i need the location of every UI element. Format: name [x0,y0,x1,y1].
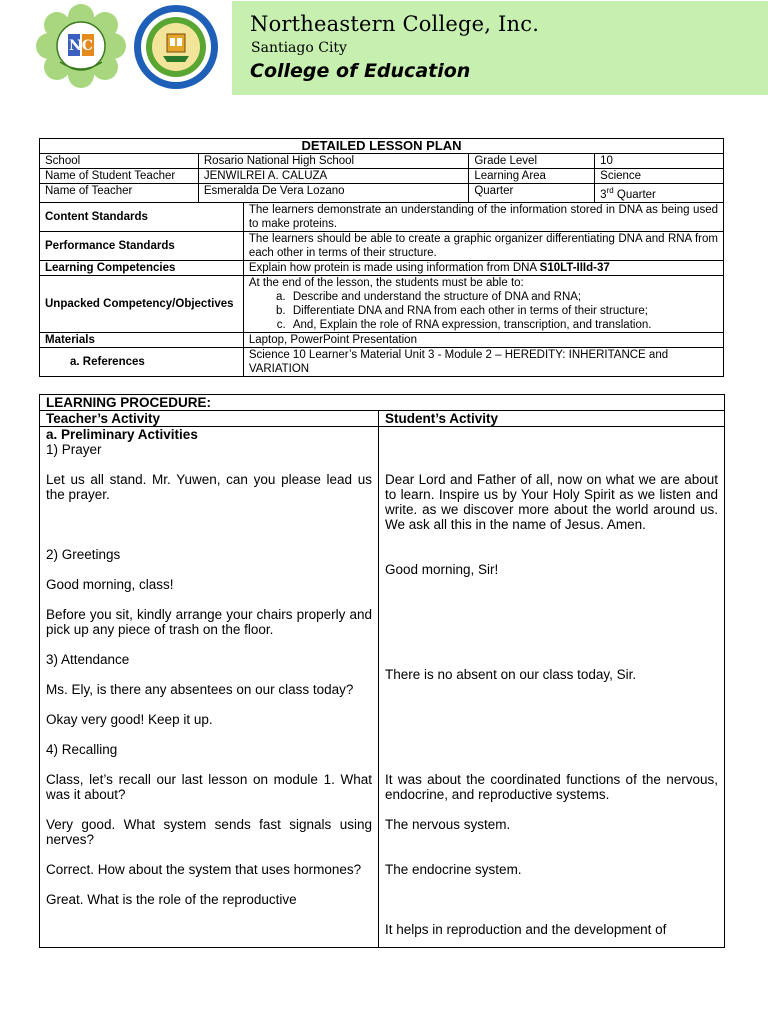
lesson-plan-title: DETAILED LESSON PLAN [40,139,724,154]
teacher-line: Correct. How about the system that uses hormones? [46,862,362,877]
step-heading: 3) Attendance [46,652,130,667]
student-activity-column [379,427,725,948]
student-activity-header: Student’s Activity [379,411,725,427]
performance-standards-value: The learners should be able to create a graphic organizer differentiating DNA and RNA from each other in terms of their structure. [243,231,723,260]
teacher-value: Esmeralda De Vera Lozano [198,184,468,203]
content-standards-value: The learners demonstrate an understanding of the information stored in DNA as being used to make proteins. [243,202,723,231]
northeastern-college-seal [36,4,126,88]
college-city: Santiago City [251,40,347,56]
teacher-line: Ms. Ely, is there any absentees on our class today? [46,682,354,697]
learning-competencies-value: Explain how protein is made using information from DNA S10LT-IIId-37 [243,260,723,275]
teacher-line: Let us all stand. Mr. Yuwen, can you please lead us the prayer. [46,472,372,502]
learning-area-label: Learning Area [469,169,595,184]
teacher-line: Good morning, class! [46,577,174,592]
college-header [232,1,768,95]
performance-standards-label: Performance Standards [40,231,244,260]
teacher-line: Very good. What system sends fast signals using nerves? [46,817,372,847]
student-line: The endocrine system. [385,862,522,877]
objective-item: b. Differentiate DNA and RNA from each other in terms of their structure; [289,304,718,318]
learning-procedure-table [39,394,725,948]
references-value: Science 10 Learner’s Material Unit 3 - Module 2 – HEREDITY: INHERITANCE and VARIATION [243,347,723,376]
college-name: Northeastern College, Inc. [250,12,540,36]
teacher-line: Class, let’s recall our last lesson on module 1. What was it about? [46,772,372,802]
school-label: School [40,154,199,169]
learning-area-value: Science [595,169,724,184]
teacher-line: Before you sit, kindly arrange your chairs properly and pick up any piece of trash on the floor. [46,607,372,637]
section-heading: a. Preliminary Activities [46,427,198,442]
school-value: Rosario National High School [198,154,468,169]
step-heading: 4) Recalling [46,742,118,757]
teacher-activity-header: Teacher’s Activity [40,411,379,427]
quarter-value: 3rd Quarter [595,184,724,203]
objectives-value: At the end of the lesson, the students must be able to: a. Describe and understand the structure of DNA and RNA; b. Differentiate DNA and RNA from each other in terms of their structure; c. And, Explain the role of RNA expression, transcription, and translation. [243,275,723,332]
college-department: College of Education [250,60,471,82]
student-line: It was about the coordinated functions of the nervous, endocrine, and reproductive systems. [385,772,719,802]
step-heading: 2) Greetings [46,547,121,562]
learning-competencies-label: Learning Competencies [40,260,244,275]
teacher-activity-column [40,427,379,948]
content-standards-label: Content Standards [40,202,244,231]
references-label: a. References [40,347,244,376]
quarter-label: Quarter [469,184,595,203]
svg-text:NC: NC [69,38,93,54]
student-line: Dear Lord and Father of all, now on what we are about to learn. Inspire us by Your Holy Spirit as we listen and write. as we discover more about the world around us. We ask all this in the name of Jesus. Amen. [385,472,719,532]
student-teacher-value: JENWILREI A. CALUZA [198,169,468,184]
objectives-label: Unpacked Competency/Objectives [40,275,244,332]
teacher-line: Great. What is the role of the reproductive [46,892,297,907]
objectives-list [249,290,718,332]
student-line: The nervous system. [385,817,511,832]
step-heading: 1) Prayer [46,442,102,457]
objective-item: a. Describe and understand the structure of DNA and RNA; [289,290,718,304]
grade-value: 10 [595,154,724,169]
grade-label: Grade Level [469,154,595,169]
student-line: Good morning, Sir! [385,562,499,577]
objective-item: c. And, Explain the role of RNA expression, transcription, and translation. [289,318,718,332]
procedure-title: LEARNING PROCEDURE: [40,395,725,411]
materials-value: Laptop, PowerPoint Presentation [243,332,723,347]
materials-label: Materials [40,332,244,347]
student-line: It helps in reproduction and the development of [385,922,667,937]
student-teacher-label: Name of Student Teacher [40,169,199,184]
student-line: There is no absent on our class today, Sir. [385,667,637,682]
teacher-line: Okay very good! Keep it up. [46,712,213,727]
teacher-label: Name of Teacher [40,184,199,203]
lesson-plan-table [39,138,724,377]
college-of-education-seal [133,4,219,90]
